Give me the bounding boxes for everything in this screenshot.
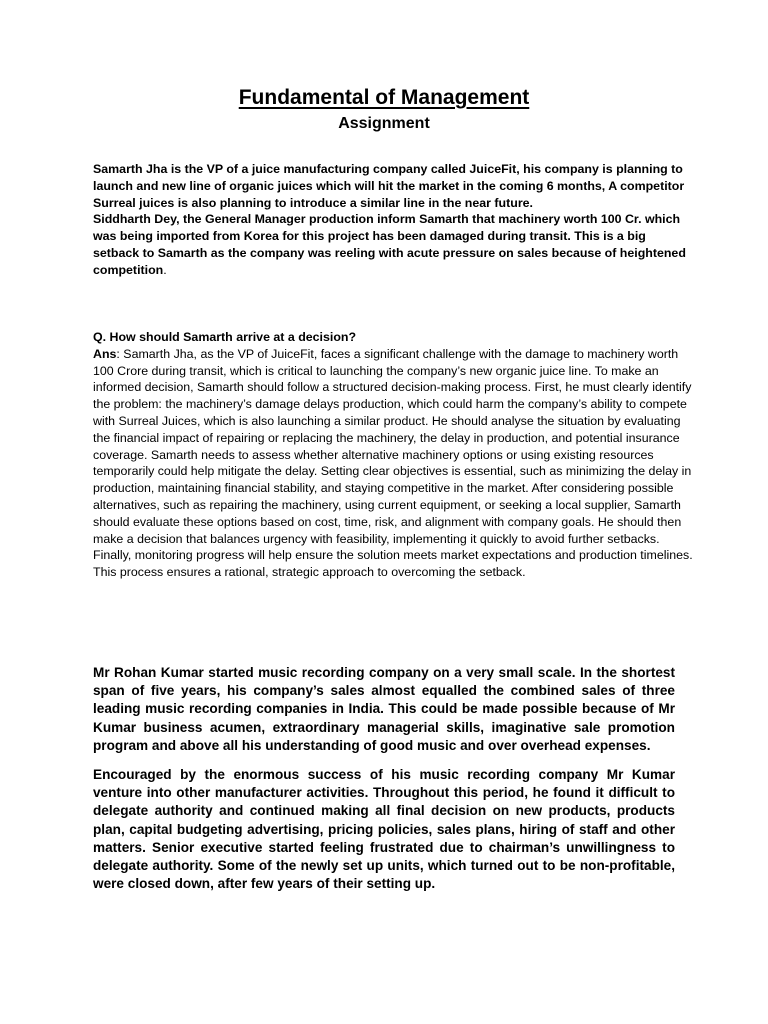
- case2-paragraph-2: Encouraged by the enormous success of his music recording company Mr Kumar venture into other manufacturer activities. Throughout this period, he found it difficult to delegate authority and continued making all final decision on new products, products plan, capital budgeting advertising, pricing policies, sales plans, hiring of staff and other matters. Senior executive started feeling frustrated due to chairman’s unwillingness to delegate authority. Some of the newly set up units, which turned out to be non-profitable, were closed down, after few years of their setting up.: [93, 767, 675, 892]
- question-text: Q. How should Samarth arrive at a decision?: [93, 330, 357, 344]
- case-study-2: [93, 664, 675, 904]
- case1-paragraph-2-text: Siddharth Dey, the General Manager production inform Samarth that machinery worth 100 Cr. which was being imported from Korea for this project has been damaged during transit. This is a big setback to Samarth as the company was reeling with acute pressure on sales because of heightened competition: [93, 212, 686, 277]
- case1-paragraph-1: Samarth Jha is the VP of a juice manufacturing company called JuiceFit, his company is planning to launch and new line of organic juices which will hit the market in the coming 6 months, A competitor Surreal juices is also planning to introduce a similar line in the near future.: [93, 162, 685, 210]
- document-title-text: Fundamental of Management: [238, 86, 530, 109]
- document-subtitle: Assignment: [338, 115, 430, 132]
- case2-paragraph-1: Mr Rohan Kumar started music recording company on a very small scale. In the shortest span of five years, his company’s sales almost equalled the combined sales of three leading music recording companies in India. This could be made possible because of Mr Kumar business acumen, extraordinary managerial skills, imaginative sale promotion program and above all his understanding of good music and over overhead expenses.: [93, 665, 675, 753]
- answer-text: : Samarth Jha, as the VP of JuiceFit, faces a significant challenge with the damage to machinery worth 100 Crore during transit, which is critical to launching the company’s new organic juice line. To make an informed decision, Samarth should follow a structured decision-making process. First, he must clearly identify the problem: the machinery’s damage delays production, which could harm the company’s ability to compete with Surreal Juices, which is also launching a similar product. He should analyse the situation by evaluating the financial impact of repairing or replacing the machinery, the delay in production, and potential insurance coverage. Samarth needs to assess whether alternative machinery options or using existing resources temporarily could help mitigate the delay. Setting clear objectives is essential, such as minimizing the delay in production, maintaining financial stability, and staying competitive in the market. After considering possible alternatives, such as repairing the machinery, using current equipment, or seeking a local supplier, Samarth should evaluate these options based on cost, time, risk, and alignment with company goals. He should then make a decision that balances urgency with feasibility, implementing it quickly to avoid further setbacks. Finally, monitoring progress will help ensure the solution meets market expectations and production timelines. This process ensures a rational, strategic approach to overcoming the setback.: [93, 346, 693, 580]
- answer-paragraph: [93, 346, 693, 581]
- answer-label: Ans: [93, 346, 117, 361]
- case1-paragraph-2-period: .: [163, 262, 167, 277]
- case1-paragraph-2: [93, 211, 693, 278]
- question-answer: [93, 329, 693, 581]
- case-study-1: [93, 161, 693, 279]
- document-title: [0, 86, 768, 110]
